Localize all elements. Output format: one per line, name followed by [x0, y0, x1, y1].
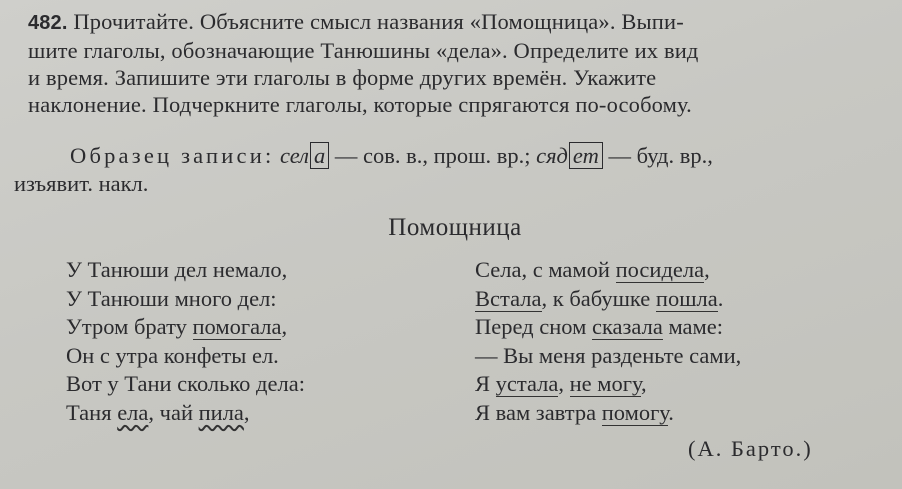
task-line-1: 482. Прочитайте. Объясните смысл названия «Помощница». Выпи- [28, 9, 684, 34]
sample-label: Образец записи: [70, 143, 275, 168]
poem-line: Села, с мамой посидела, [475, 257, 710, 282]
poem-line: Я устала, не могу, [475, 371, 647, 396]
sample-word-2-desc: — буд. вр., [608, 143, 713, 168]
poem-right-column [475, 256, 741, 427]
sample-line-1 [70, 142, 890, 170]
task-line-3: и время. Запишите эти глаголы в форме других времён. Укажите [28, 65, 657, 90]
underlined-verb: не могу [569, 371, 642, 396]
wavy-underlined-verb: пила [198, 399, 244, 425]
poem-line: Вот у Тани сколько дела: [66, 371, 305, 396]
poem-title: Помощница [388, 214, 522, 241]
poem-line: Перед сном сказала маме: [475, 314, 724, 339]
poem-line: Утром брату помогала, [66, 314, 288, 339]
sample-word-1-stem: сел [280, 143, 309, 168]
underlined-verb: устала [495, 371, 559, 396]
exercise-instructions [28, 8, 890, 118]
sample-record [14, 142, 890, 198]
sample-line-2: изъявит. накл. [14, 171, 149, 196]
poem-line: — Вы меня разденьте сами, [475, 342, 742, 368]
task-line-4: наклонение. Подчеркните глаголы, которые спрягаются по-особому. [28, 92, 692, 117]
poem-line: Он с утра конфеты ел. [66, 342, 279, 368]
poem-left-column [66, 256, 305, 427]
poem-line: Я вам завтра помогу. [475, 399, 674, 425]
poem-line: У Танюши много дел: [66, 285, 277, 311]
underlined-verb: помогала [192, 314, 282, 339]
poem-line: Встала, к бабушке пошла. [475, 285, 724, 311]
underlined-verb: помогу [601, 399, 669, 425]
underlined-verb: пошла [655, 285, 718, 311]
underlined-verb: посидела [615, 257, 705, 282]
task-line-2: шите глаголы, обозначающие Танюшины «дела». Определите их вид [28, 38, 699, 63]
underlined-verb: Встала [475, 285, 542, 311]
sample-word-2-stem: сяд [536, 143, 568, 168]
sample-word-1-ending: а [310, 142, 329, 169]
exercise-number: 482. [28, 12, 68, 34]
poem-author: (А. Барто.) [688, 436, 813, 461]
poem-line: У Танюши дел немало, [66, 257, 288, 282]
sample-word-2-ending: ет [569, 142, 603, 169]
wavy-underlined-verb: ела [117, 399, 149, 425]
sample-word-1-desc: — сов. в., прош. вр.; [334, 143, 531, 168]
underlined-verb: сказала [591, 314, 663, 339]
poem-line: Таня ела, чай пила, [66, 399, 250, 425]
